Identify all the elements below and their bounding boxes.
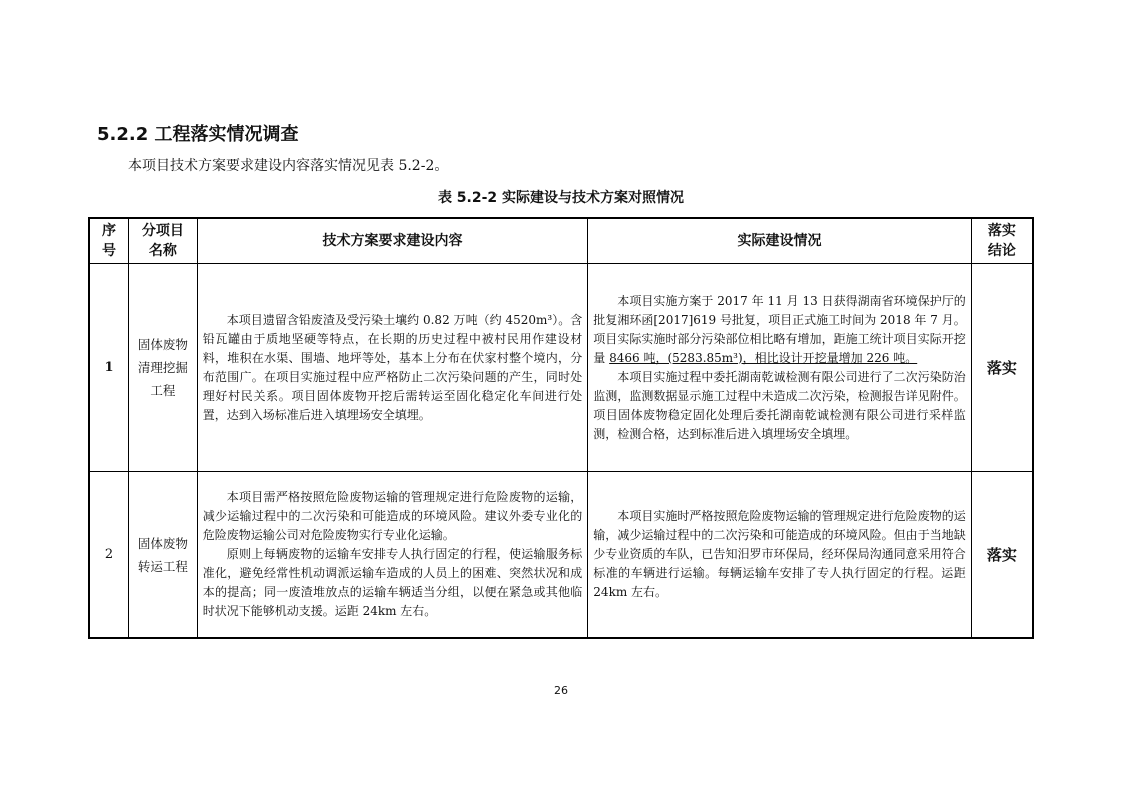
row-item-name: 固体废物清理挖掘工程 <box>128 264 197 472</box>
table-header-row <box>89 218 1033 264</box>
header-actual: 实际建设情况 <box>588 218 971 264</box>
table-row <box>89 472 1033 639</box>
intro-paragraph: 本项目技术方案要求建设内容落实情况见表 5.2-2。 <box>128 158 449 174</box>
row-requirement: 本项目需严格按照危险废物运输的管理规定进行危险废物的运输，减少运输过程中的二次污染和可能造成的环境风险。建议外委专业化的危险废物运输公司对危险废物实行专业化运输。 原则上每辆废物的运输车安排专人执行固定的行程，使运输服务标准化，避免经常性机动调派运输车造成的人员上的困难、突然状况和成本的提高；同一废渣堆放点的运输车辆适当分组，以便在紧急或其他临时状况下能够机动支援。运距 24km 左右。 <box>197 472 588 639</box>
table-row <box>89 264 1033 472</box>
section-heading: 5.2.2 工程落实情况调查 <box>97 124 299 145</box>
page-number: 26 <box>554 684 568 697</box>
row-result: 落实 <box>971 472 1033 639</box>
row-seq: 2 <box>89 472 128 639</box>
row-item-name: 固体废物转运工程 <box>128 472 197 639</box>
header-item-name: 分项目 名称 <box>128 218 197 264</box>
header-result: 落实 结论 <box>971 218 1033 264</box>
header-requirement: 技术方案要求建设内容 <box>197 218 588 264</box>
row-requirement: 本项目遗留含铅废渣及受污染土壤约 0.82 万吨（约 4520m³）。含铅瓦罐由于质地坚硬等特点，在长期的历史过程中被村民用作建设材料，堆积在水渠、围墙、地坪等处，基本上分布在伏家村整个境内，分布范围广。在项目实施过程中应严格防止二次污染问题的产生，同时处理好村民关系。项目固体废物开挖后需转运至固化稳定化车间进行处置，达到入场标准后进入填埋场安全填埋。 <box>197 264 588 472</box>
table-caption: 表 5.2-2 实际建设与技术方案对照情况 <box>437 190 685 206</box>
row-actual: 本项目实施方案于 2017 年 11 月 13 日获得湖南省环境保护厅的批复湘环函[2017]619 号批复，项目正式施工时间为 2018 年 7 月。项目实际实施时部分污染部位相比略有增加，距施工统计项目实际开挖量 8466 吨，(5283.85m³)，相比设计开挖量增加 226 吨。 本项目实施过程中委托湖南乾诚检测有限公司进行了二次污染防治监测，监测数据显示施工过程中未造成二次污染，检测报告详见附件。项目固体废物稳定固化处理后委托湖南乾诚检测有限公司进行采样监测，检测合格，达到标准后进入填埋场安全填埋。 <box>588 264 971 472</box>
underlined-quantity: 8466 吨，(5283.85m³)，相比设计开挖量增加 226 吨。 <box>609 350 918 365</box>
row-result: 落实 <box>971 264 1033 472</box>
row-seq: 1 <box>89 264 128 472</box>
row-actual: 本项目实施时严格按照危险废物运输的管理规定进行危险废物的运输，减少运输过程中的二次污染和可能造成的环境风险。但由于当地缺少专业资质的车队，已告知汨罗市环保局，经环保局沟通同意采用符合标准的车辆进行运输。每辆运输车安排了专人执行固定的行程。运距 24km 左右。 <box>588 472 971 639</box>
header-seq: 序 号 <box>89 218 128 264</box>
comparison-table <box>88 217 1034 639</box>
